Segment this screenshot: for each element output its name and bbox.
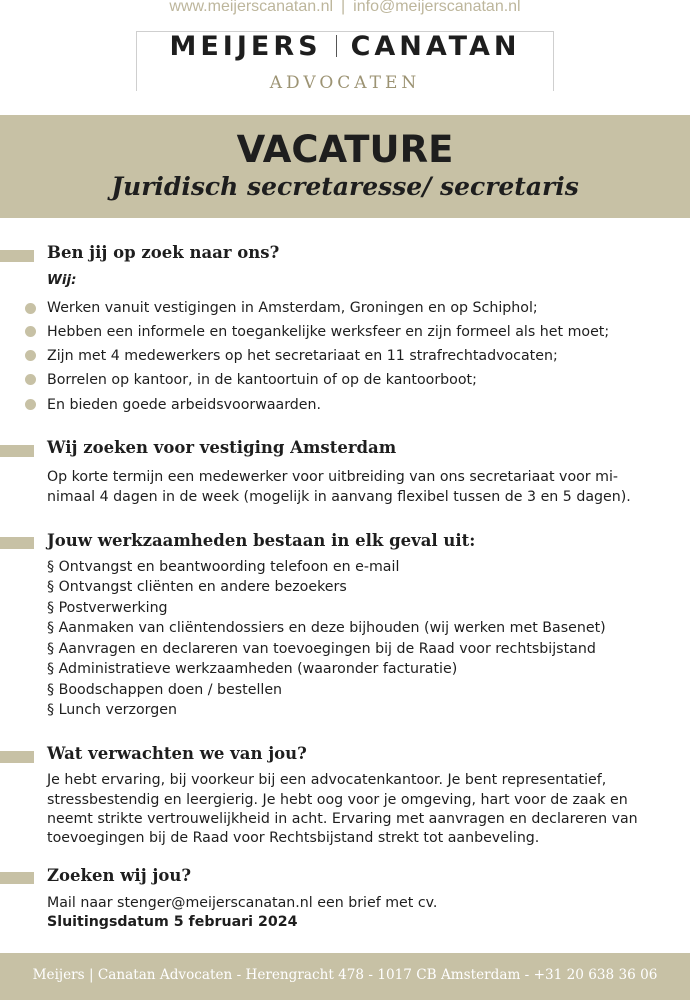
logo-name-right: CANATAN — [350, 31, 521, 62]
paragraph-line: neemt strikte vertrouwelijkheid in acht. Ervaring met aanvragen en declareren van — [47, 811, 638, 827]
footer-bar — [0, 953, 690, 1000]
title-banner — [0, 115, 690, 218]
bullet-icon — [25, 350, 36, 361]
logo-wordmark — [137, 32, 553, 62]
task-item: § Ontvangst en beantwoording telefoon en e-mail — [47, 559, 400, 575]
task-item: § Aanmaken van cliëntendossiers en deze bijhouden (wij werken met Basenet) — [47, 620, 606, 636]
task-item: § Lunch verzorgen — [47, 702, 177, 718]
list-item: Werken vanuit vestigingen in Amsterdam, Groningen en op Schiphol; — [47, 300, 538, 316]
task-item: § Postverwerking — [47, 600, 168, 616]
section-marker — [0, 250, 34, 262]
logo-name-left: MEIJERS — [169, 31, 322, 62]
section-heading-tasks: Jouw werkzaamheden bestaan in elk geval uit: — [47, 531, 476, 550]
section-marker — [0, 751, 34, 763]
bullet-icon — [25, 374, 36, 385]
website-link[interactable]: www.meijerscanatan.nl — [169, 0, 334, 15]
section-marker — [0, 445, 34, 457]
section-marker — [0, 537, 34, 549]
apply-instruction: Mail naar stenger@meijerscanatan.nl een brief met cv. — [47, 895, 438, 911]
list-item: Zijn met 4 medewerkers op het secretariaat en 11 strafrechtadvocaten; — [47, 348, 558, 364]
bullet-icon — [25, 303, 36, 314]
task-item: § Aanvragen en declareren van toevoegingen bij de Raad voor rechtsbijstand — [47, 641, 596, 657]
page-title: VACATURE — [236, 128, 454, 171]
list-item: Borrelen op kantoor, in de kantoortuin of op de kantoorboot; — [47, 372, 477, 388]
logo-subtitle: ADVOCATEN — [269, 73, 421, 93]
logo — [136, 31, 554, 91]
task-item: § Ontvangst cliënten en andere bezoekers — [47, 579, 347, 595]
paragraph-line: Je hebt ervaring, bij voorkeur bij een advocatenkantoor. Je bent representatief, — [47, 772, 607, 788]
section-marker — [0, 872, 34, 884]
list-item: Hebben een informele en toegankelijke werksfeer en zijn formeel als het moet; — [47, 324, 610, 340]
job-title: Juridisch secretaresse/ secretaris — [111, 172, 579, 201]
paragraph-line: toevoegingen bij de Raad voor Rechtsbijstand strekt tot aanbeveling. — [47, 830, 540, 846]
paragraph-line: Op korte termijn een medewerker voor uitbreiding van ons secretariaat voor mi- — [47, 469, 619, 485]
list-item: En bieden goede arbeidsvoorwaarden. — [47, 397, 322, 413]
bullet-icon — [25, 326, 36, 337]
closing-date: Sluitingsdatum 5 februari 2024 — [47, 914, 298, 930]
email-link[interactable]: info@meijerscanatan.nl — [353, 0, 521, 15]
section-heading-apply: Zoeken wij jou? — [47, 866, 192, 885]
logo-divider — [336, 35, 337, 57]
paragraph-line: nimaal 4 dagen in de week (mogelijk in aanvang flexibel tussen de 3 en 5 dagen). — [47, 489, 631, 505]
task-item: § Boodschappen doen / bestellen — [47, 682, 283, 698]
bullet-icon — [25, 399, 36, 410]
section-heading-intro: Ben jij op zoek naar ons? — [47, 243, 280, 262]
intro-label: Wij: — [47, 272, 77, 288]
task-item: § Administratieve werkzaamheden (waaronder facturatie) — [47, 661, 458, 677]
paragraph-line: stressbestendig en leergierig. Je hebt oog voor je omgeving, hart voor de zaak en — [47, 792, 628, 808]
section-heading-search: Wij zoeken voor vestiging Amsterdam — [47, 438, 397, 457]
contact-separator: | — [341, 0, 346, 15]
section-heading-expect: Wat verwachten we van jou? — [47, 744, 307, 763]
contact-line — [0, 0, 690, 15]
footer-address: Meijers | Canatan Advocaten - Herengracht 478 - 1017 CB Amsterdam - +31 20 638 36 06 — [32, 967, 658, 983]
